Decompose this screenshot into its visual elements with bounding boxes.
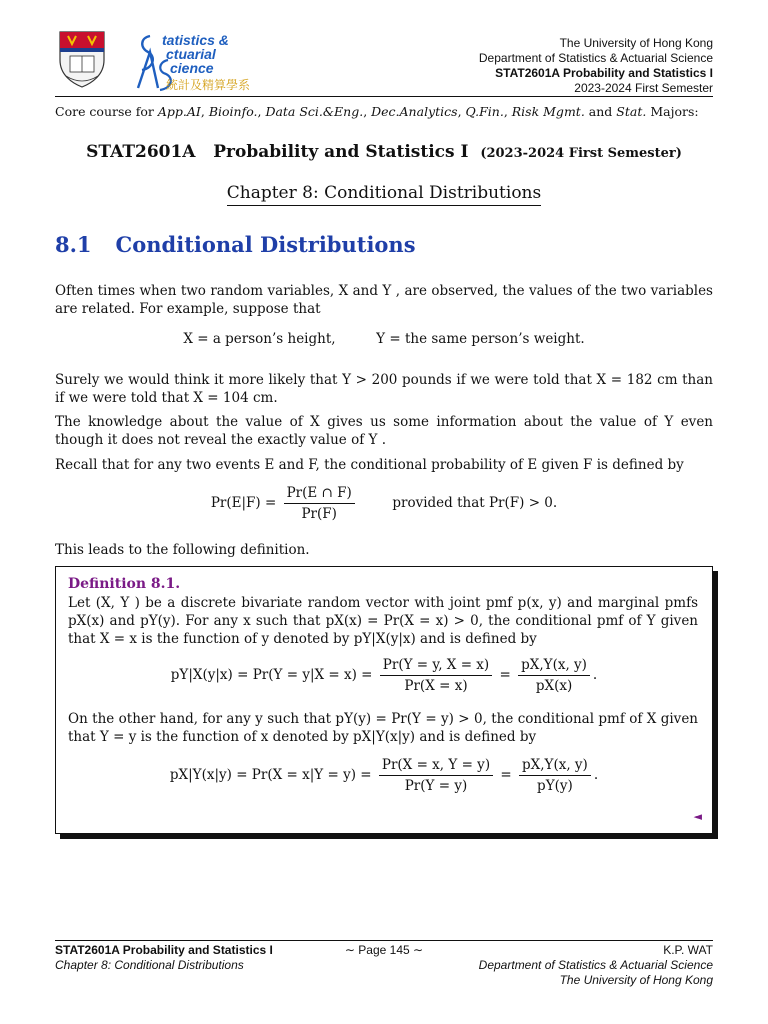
definition-text-2: On the other hand, for any y such that pY(y) = Pr(Y = y) > 0, the conditional pmf of X given that Y = y is the function of x denoted by pX|Y(x|y) and is defined by [68,711,698,745]
eqB-fraction-2 [519,757,591,794]
department-logo [132,32,272,92]
equation-height-weight [55,331,713,347]
paragraph-4: Recall that for any two events E and F, the conditional probability of E given F is defined by [55,457,684,473]
header-course: STAT2601A Probability and Statistics I [495,66,713,80]
eqB-fraction-1 [379,757,493,794]
eqA-lhs: pY|X(y|x) = Pr(Y = y|X = x) = [170,667,373,683]
course-code: STAT2601A [86,142,196,162]
eqA-fraction-2 [518,657,590,694]
paragraph-5: This leads to the following definition. [55,542,310,558]
eqA-fraction-1 [380,657,492,694]
footer-department: Department of Statistics & Actuarial Science [478,958,713,972]
definition-equation-a [56,657,712,694]
footer-rule [55,940,713,941]
major-item: Risk Mgmt. [511,104,585,119]
chapter-title [0,183,768,203]
core-course-line: Core course for App.AI, Bioinfo., Data Sci.&Eng., Dec.Analytics, Q.Fin., Risk Mgmt. and Stat. Majors: [55,104,699,119]
major-item: Stat. [616,104,647,119]
footer-page-number: ∼ Page 145 ∼ [344,943,424,957]
major-item: Bioinfo. [208,104,258,119]
eqB-period: . [593,767,599,783]
eqA-denominator-1: Pr(X = x) [404,678,468,694]
logo-line-actuarial: ctuarial [166,46,216,62]
major-item: App.AI [157,104,201,119]
logo-line-science: cience [170,60,214,76]
core-course-suffix: Majors: [650,104,699,119]
section-number: 8.1 [55,232,92,257]
eqB-numerator-2: pX,Y(x, y) [519,757,591,776]
eqA-denominator-2: pX(x) [535,678,573,694]
header-semester: 2023-2024 First Semester [574,81,713,95]
section-heading [55,232,416,257]
definition-box [55,566,713,834]
paragraph-1: Often times when two random variables, X and Y , are observed, the values of the two variables are related. For example, suppose that [55,283,713,317]
eqB-denominator-2: pY(y) [537,778,573,794]
course-semester: (2023-2024 First Semester) [480,146,682,161]
eqB-equals: = [500,767,512,783]
footer-chapter: Chapter 8: Conditional Distributions [55,958,244,972]
eqA-numerator-1: Pr(Y = y, X = x) [380,657,492,676]
eq2-denominator: Pr(F) [301,506,337,522]
footer-author: K.P. WAT [663,943,713,957]
footer-university: The University of Hong Kong [559,973,713,987]
core-course-and: and [588,104,613,119]
eqA-equals: = [499,667,511,683]
header-university: The University of Hong Kong [559,36,713,50]
equation-conditional-probability [55,485,713,522]
chapter-title-text: Chapter 8: Conditional Distributions [227,183,541,206]
end-of-definition-icon: ◄ [693,810,702,823]
eq2-condition: provided that Pr(F) > 0. [392,495,558,511]
major-item: Data Sci.&Eng. [265,104,364,119]
paragraph-2: Surely we would think it more likely that Y > 200 pounds if we were told that X = 182 cm than if we were told that X = 104 cm. [55,372,713,406]
paragraph-3: The knowledge about the value of X gives us some information about the value of Y even though it does not reveal the exactly value of Y . [55,414,713,448]
definition-equation-b [56,757,712,794]
header-department: Department of Statistics & Actuarial Science [478,51,713,65]
course-name: Probability and Statistics I [213,142,469,162]
section-title: Conditional Distributions [115,232,416,257]
eqA-period: . [592,667,598,683]
major-item: Q.Fin. [465,104,504,119]
logo-chinese-text: 統計及精算學系 [166,78,251,92]
eq1-right: Y = the same person’s weight. [376,331,585,347]
eq1-left: X = a person’s height, [183,331,336,347]
definition-title: Definition 8.1. [68,576,181,592]
course-title [0,142,768,162]
eqB-numerator-1: Pr(X = x, Y = y) [379,757,493,776]
eq2-lhs: Pr(E|F) = [210,495,277,511]
eqA-numerator-2: pX,Y(x, y) [518,657,590,676]
logo-line-statistics: tatistics & [162,32,229,48]
major-item: Dec.Analytics [371,104,458,119]
eqB-lhs: pX|Y(x|y) = Pr(X = x|Y = y) = [169,767,372,783]
definition-text-1: Let (X, Y ) be a discrete bivariate random vector with joint pmf p(x, y) and marginal pmfs pX(x) and pY(y). For any x such that pX(x) = Pr(X = x) > 0, the conditional pmf of Y given that X = x is the function of y denoted by pY|X(y|x) and is defined by [68,595,698,647]
footer-course: STAT2601A Probability and Statistics I [55,943,273,957]
eq2-numerator: Pr(E ∩ F) [284,485,355,504]
eqB-denominator-1: Pr(Y = y) [404,778,468,794]
university-crest-logo [58,30,106,88]
header-rule [55,96,713,97]
core-course-prefix: Core course for [55,104,154,119]
eq2-fraction [284,485,355,522]
